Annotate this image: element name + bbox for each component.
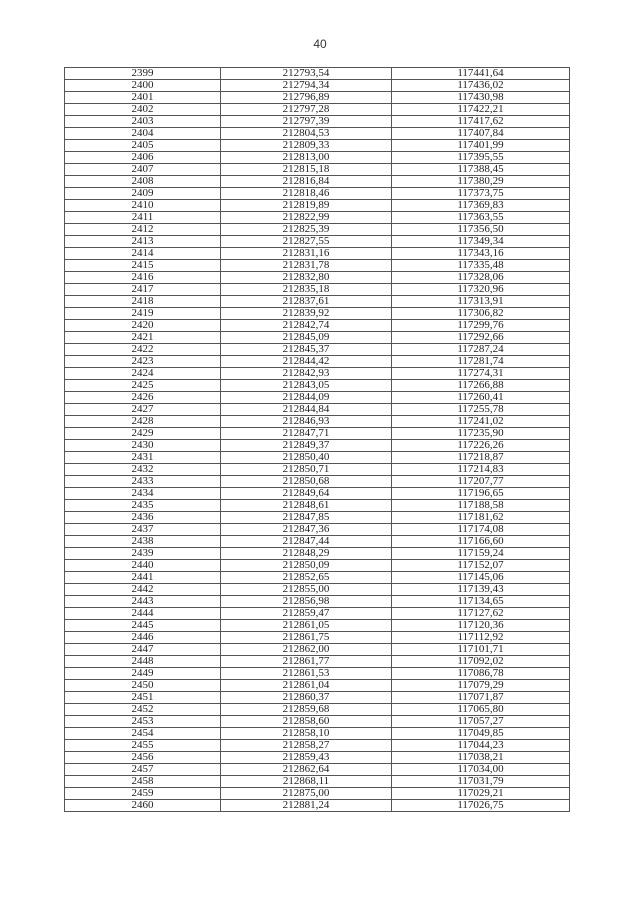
table-row bbox=[65, 344, 570, 356]
table-row bbox=[65, 80, 570, 92]
y-coordinate-cell: 117343,16 bbox=[392, 248, 570, 260]
table-row bbox=[65, 164, 570, 176]
y-coordinate-cell: 117281,74 bbox=[392, 356, 570, 368]
y-coordinate-cell: 117071,87 bbox=[392, 692, 570, 704]
table-row bbox=[65, 488, 570, 500]
table-row bbox=[65, 248, 570, 260]
table-row bbox=[65, 428, 570, 440]
x-coordinate-cell: 212815,18 bbox=[221, 164, 392, 176]
y-coordinate-cell: 117328,06 bbox=[392, 272, 570, 284]
point-number-cell: 2456 bbox=[65, 752, 221, 764]
table-row bbox=[65, 512, 570, 524]
x-coordinate-cell: 212875,00 bbox=[221, 788, 392, 800]
point-number-cell: 2419 bbox=[65, 308, 221, 320]
point-number-cell: 2408 bbox=[65, 176, 221, 188]
y-coordinate-cell: 117373,75 bbox=[392, 188, 570, 200]
point-number-cell: 2409 bbox=[65, 188, 221, 200]
table-row bbox=[65, 440, 570, 452]
table-row bbox=[65, 800, 570, 812]
table-row bbox=[65, 500, 570, 512]
table-row bbox=[65, 224, 570, 236]
y-coordinate-cell: 117287,24 bbox=[392, 344, 570, 356]
point-number-cell: 2421 bbox=[65, 332, 221, 344]
point-number-cell: 2440 bbox=[65, 560, 221, 572]
y-coordinate-cell: 117086,78 bbox=[392, 668, 570, 680]
table-row bbox=[65, 92, 570, 104]
point-number-cell: 2399 bbox=[65, 68, 221, 80]
point-number-cell: 2443 bbox=[65, 596, 221, 608]
x-coordinate-cell: 212827,55 bbox=[221, 236, 392, 248]
table-row bbox=[65, 584, 570, 596]
y-coordinate-cell: 117044,23 bbox=[392, 740, 570, 752]
x-coordinate-cell: 212848,61 bbox=[221, 500, 392, 512]
x-coordinate-cell: 212859,68 bbox=[221, 704, 392, 716]
table-row bbox=[65, 764, 570, 776]
x-coordinate-cell: 212837,61 bbox=[221, 296, 392, 308]
point-number-cell: 2455 bbox=[65, 740, 221, 752]
y-coordinate-cell: 117356,50 bbox=[392, 224, 570, 236]
x-coordinate-cell: 212832,80 bbox=[221, 272, 392, 284]
point-number-cell: 2441 bbox=[65, 572, 221, 584]
x-coordinate-cell: 212855,00 bbox=[221, 584, 392, 596]
point-number-cell: 2424 bbox=[65, 368, 221, 380]
x-coordinate-cell: 212850,09 bbox=[221, 560, 392, 572]
y-coordinate-cell: 117363,55 bbox=[392, 212, 570, 224]
x-coordinate-cell: 212858,27 bbox=[221, 740, 392, 752]
table-row bbox=[65, 548, 570, 560]
y-coordinate-cell: 117127,62 bbox=[392, 608, 570, 620]
x-coordinate-cell: 212848,29 bbox=[221, 548, 392, 560]
table-row bbox=[65, 176, 570, 188]
x-coordinate-cell: 212847,71 bbox=[221, 428, 392, 440]
point-number-cell: 2439 bbox=[65, 548, 221, 560]
y-coordinate-cell: 117388,45 bbox=[392, 164, 570, 176]
coordinates-table bbox=[64, 67, 570, 812]
x-coordinate-cell: 212843,05 bbox=[221, 380, 392, 392]
table-row bbox=[65, 416, 570, 428]
x-coordinate-cell: 212839,92 bbox=[221, 308, 392, 320]
y-coordinate-cell: 117029,21 bbox=[392, 788, 570, 800]
y-coordinate-cell: 117166,60 bbox=[392, 536, 570, 548]
x-coordinate-cell: 212846,93 bbox=[221, 416, 392, 428]
x-coordinate-cell: 212813,00 bbox=[221, 152, 392, 164]
y-coordinate-cell: 117034,00 bbox=[392, 764, 570, 776]
table-row bbox=[65, 392, 570, 404]
table-row bbox=[65, 692, 570, 704]
table-row bbox=[65, 560, 570, 572]
x-coordinate-cell: 212797,39 bbox=[221, 116, 392, 128]
x-coordinate-cell: 212849,37 bbox=[221, 440, 392, 452]
point-number-cell: 2406 bbox=[65, 152, 221, 164]
table-row bbox=[65, 272, 570, 284]
x-coordinate-cell: 212849,64 bbox=[221, 488, 392, 500]
point-number-cell: 2430 bbox=[65, 440, 221, 452]
point-number-cell: 2449 bbox=[65, 668, 221, 680]
y-coordinate-cell: 117196,65 bbox=[392, 488, 570, 500]
point-number-cell: 2446 bbox=[65, 632, 221, 644]
y-coordinate-cell: 117313,91 bbox=[392, 296, 570, 308]
x-coordinate-cell: 212825,39 bbox=[221, 224, 392, 236]
y-coordinate-cell: 117436,02 bbox=[392, 80, 570, 92]
y-coordinate-cell: 117349,34 bbox=[392, 236, 570, 248]
point-number-cell: 2436 bbox=[65, 512, 221, 524]
table-row bbox=[65, 296, 570, 308]
x-coordinate-cell: 212793,54 bbox=[221, 68, 392, 80]
point-number-cell: 2416 bbox=[65, 272, 221, 284]
table-row bbox=[65, 464, 570, 476]
x-coordinate-cell: 212852,65 bbox=[221, 572, 392, 584]
y-coordinate-cell: 117274,31 bbox=[392, 368, 570, 380]
x-coordinate-cell: 212861,53 bbox=[221, 668, 392, 680]
point-number-cell: 2442 bbox=[65, 584, 221, 596]
x-coordinate-cell: 212847,36 bbox=[221, 524, 392, 536]
point-number-cell: 2437 bbox=[65, 524, 221, 536]
point-number-cell: 2458 bbox=[65, 776, 221, 788]
y-coordinate-cell: 117145,06 bbox=[392, 572, 570, 584]
point-number-cell: 2418 bbox=[65, 296, 221, 308]
y-coordinate-cell: 117031,79 bbox=[392, 776, 570, 788]
x-coordinate-cell: 212859,47 bbox=[221, 608, 392, 620]
y-coordinate-cell: 117260,41 bbox=[392, 392, 570, 404]
point-number-cell: 2453 bbox=[65, 716, 221, 728]
point-number-cell: 2447 bbox=[65, 644, 221, 656]
x-coordinate-cell: 212862,00 bbox=[221, 644, 392, 656]
x-coordinate-cell: 212816,84 bbox=[221, 176, 392, 188]
y-coordinate-cell: 117395,55 bbox=[392, 152, 570, 164]
x-coordinate-cell: 212818,46 bbox=[221, 188, 392, 200]
x-coordinate-cell: 212859,43 bbox=[221, 752, 392, 764]
table-row bbox=[65, 452, 570, 464]
x-coordinate-cell: 212847,44 bbox=[221, 536, 392, 548]
point-number-cell: 2415 bbox=[65, 260, 221, 272]
y-coordinate-cell: 117335,48 bbox=[392, 260, 570, 272]
table-row bbox=[65, 740, 570, 752]
table-row bbox=[65, 212, 570, 224]
point-number-cell: 2400 bbox=[65, 80, 221, 92]
point-number-cell: 2407 bbox=[65, 164, 221, 176]
y-coordinate-cell: 117417,62 bbox=[392, 116, 570, 128]
table-row bbox=[65, 284, 570, 296]
x-coordinate-cell: 212844,09 bbox=[221, 392, 392, 404]
y-coordinate-cell: 117174,08 bbox=[392, 524, 570, 536]
point-number-cell: 2402 bbox=[65, 104, 221, 116]
x-coordinate-cell: 212804,53 bbox=[221, 128, 392, 140]
table-row bbox=[65, 596, 570, 608]
x-coordinate-cell: 212850,68 bbox=[221, 476, 392, 488]
x-coordinate-cell: 212797,28 bbox=[221, 104, 392, 116]
table-row bbox=[65, 332, 570, 344]
point-number-cell: 2460 bbox=[65, 800, 221, 812]
x-coordinate-cell: 212831,78 bbox=[221, 260, 392, 272]
point-number-cell: 2452 bbox=[65, 704, 221, 716]
x-coordinate-cell: 212858,60 bbox=[221, 716, 392, 728]
point-number-cell: 2457 bbox=[65, 764, 221, 776]
table-row bbox=[65, 620, 570, 632]
x-coordinate-cell: 212844,84 bbox=[221, 404, 392, 416]
y-coordinate-cell: 117266,88 bbox=[392, 380, 570, 392]
y-coordinate-cell: 117038,21 bbox=[392, 752, 570, 764]
point-number-cell: 2448 bbox=[65, 656, 221, 668]
y-coordinate-cell: 117422,21 bbox=[392, 104, 570, 116]
x-coordinate-cell: 212845,09 bbox=[221, 332, 392, 344]
table-row bbox=[65, 656, 570, 668]
point-number-cell: 2411 bbox=[65, 212, 221, 224]
point-number-cell: 2431 bbox=[65, 452, 221, 464]
table-row bbox=[65, 68, 570, 80]
table-row bbox=[65, 752, 570, 764]
y-coordinate-cell: 117407,84 bbox=[392, 128, 570, 140]
point-number-cell: 2404 bbox=[65, 128, 221, 140]
page-number: 40 bbox=[313, 37, 327, 51]
coordinates-table-body bbox=[65, 68, 570, 812]
point-number-cell: 2445 bbox=[65, 620, 221, 632]
table-row bbox=[65, 236, 570, 248]
y-coordinate-cell: 117026,75 bbox=[392, 800, 570, 812]
point-number-cell: 2444 bbox=[65, 608, 221, 620]
y-coordinate-cell: 117101,71 bbox=[392, 644, 570, 656]
table-row bbox=[65, 356, 570, 368]
y-coordinate-cell: 117369,83 bbox=[392, 200, 570, 212]
x-coordinate-cell: 212850,71 bbox=[221, 464, 392, 476]
x-coordinate-cell: 212842,74 bbox=[221, 320, 392, 332]
x-coordinate-cell: 212881,24 bbox=[221, 800, 392, 812]
y-coordinate-cell: 117441,64 bbox=[392, 68, 570, 80]
y-coordinate-cell: 117188,58 bbox=[392, 500, 570, 512]
y-coordinate-cell: 117092,02 bbox=[392, 656, 570, 668]
table-row bbox=[65, 608, 570, 620]
table-row bbox=[65, 476, 570, 488]
table-row bbox=[65, 788, 570, 800]
point-number-cell: 2428 bbox=[65, 416, 221, 428]
table-row bbox=[65, 104, 570, 116]
point-number-cell: 2413 bbox=[65, 236, 221, 248]
table-row bbox=[65, 644, 570, 656]
table-row bbox=[65, 200, 570, 212]
y-coordinate-cell: 117134,65 bbox=[392, 596, 570, 608]
x-coordinate-cell: 212861,04 bbox=[221, 680, 392, 692]
table-row bbox=[65, 188, 570, 200]
y-coordinate-cell: 117235,90 bbox=[392, 428, 570, 440]
y-coordinate-cell: 117226,26 bbox=[392, 440, 570, 452]
table-row bbox=[65, 632, 570, 644]
x-coordinate-cell: 212844,42 bbox=[221, 356, 392, 368]
table-row bbox=[65, 368, 570, 380]
y-coordinate-cell: 117306,82 bbox=[392, 308, 570, 320]
table-row bbox=[65, 152, 570, 164]
y-coordinate-cell: 117218,87 bbox=[392, 452, 570, 464]
x-coordinate-cell: 212842,93 bbox=[221, 368, 392, 380]
x-coordinate-cell: 212868,11 bbox=[221, 776, 392, 788]
point-number-cell: 2417 bbox=[65, 284, 221, 296]
table-row bbox=[65, 680, 570, 692]
y-coordinate-cell: 117065,80 bbox=[392, 704, 570, 716]
point-number-cell: 2422 bbox=[65, 344, 221, 356]
table-row bbox=[65, 704, 570, 716]
x-coordinate-cell: 212809,33 bbox=[221, 140, 392, 152]
x-coordinate-cell: 212835,18 bbox=[221, 284, 392, 296]
x-coordinate-cell: 212796,89 bbox=[221, 92, 392, 104]
y-coordinate-cell: 117241,02 bbox=[392, 416, 570, 428]
x-coordinate-cell: 212856,98 bbox=[221, 596, 392, 608]
table-row bbox=[65, 776, 570, 788]
table-row bbox=[65, 260, 570, 272]
table-row bbox=[65, 320, 570, 332]
y-coordinate-cell: 117181,62 bbox=[392, 512, 570, 524]
point-number-cell: 2429 bbox=[65, 428, 221, 440]
point-number-cell: 2414 bbox=[65, 248, 221, 260]
x-coordinate-cell: 212847,85 bbox=[221, 512, 392, 524]
x-coordinate-cell: 212850,40 bbox=[221, 452, 392, 464]
x-coordinate-cell: 212862,64 bbox=[221, 764, 392, 776]
table-row bbox=[65, 140, 570, 152]
table-row bbox=[65, 116, 570, 128]
y-coordinate-cell: 117120,36 bbox=[392, 620, 570, 632]
y-coordinate-cell: 117299,76 bbox=[392, 320, 570, 332]
y-coordinate-cell: 117049,85 bbox=[392, 728, 570, 740]
table-row bbox=[65, 128, 570, 140]
table-row bbox=[65, 572, 570, 584]
y-coordinate-cell: 117152,07 bbox=[392, 560, 570, 572]
table-row bbox=[65, 728, 570, 740]
point-number-cell: 2410 bbox=[65, 200, 221, 212]
x-coordinate-cell: 212861,05 bbox=[221, 620, 392, 632]
x-coordinate-cell: 212831,16 bbox=[221, 248, 392, 260]
y-coordinate-cell: 117401,99 bbox=[392, 140, 570, 152]
y-coordinate-cell: 117112,92 bbox=[392, 632, 570, 644]
table-row bbox=[65, 308, 570, 320]
point-number-cell: 2425 bbox=[65, 380, 221, 392]
table-row bbox=[65, 524, 570, 536]
point-number-cell: 2438 bbox=[65, 536, 221, 548]
x-coordinate-cell: 212861,77 bbox=[221, 656, 392, 668]
point-number-cell: 2459 bbox=[65, 788, 221, 800]
y-coordinate-cell: 117159,24 bbox=[392, 548, 570, 560]
x-coordinate-cell: 212794,34 bbox=[221, 80, 392, 92]
point-number-cell: 2420 bbox=[65, 320, 221, 332]
y-coordinate-cell: 117207,77 bbox=[392, 476, 570, 488]
table-row bbox=[65, 536, 570, 548]
point-number-cell: 2401 bbox=[65, 92, 221, 104]
point-number-cell: 2412 bbox=[65, 224, 221, 236]
table-row bbox=[65, 380, 570, 392]
point-number-cell: 2454 bbox=[65, 728, 221, 740]
table-row bbox=[65, 404, 570, 416]
x-coordinate-cell: 212861,75 bbox=[221, 632, 392, 644]
point-number-cell: 2434 bbox=[65, 488, 221, 500]
y-coordinate-cell: 117380,29 bbox=[392, 176, 570, 188]
point-number-cell: 2432 bbox=[65, 464, 221, 476]
y-coordinate-cell: 117214,83 bbox=[392, 464, 570, 476]
point-number-cell: 2451 bbox=[65, 692, 221, 704]
point-number-cell: 2423 bbox=[65, 356, 221, 368]
y-coordinate-cell: 117079,29 bbox=[392, 680, 570, 692]
point-number-cell: 2427 bbox=[65, 404, 221, 416]
point-number-cell: 2426 bbox=[65, 392, 221, 404]
table-row bbox=[65, 716, 570, 728]
y-coordinate-cell: 117139,43 bbox=[392, 584, 570, 596]
point-number-cell: 2433 bbox=[65, 476, 221, 488]
y-coordinate-cell: 117292,66 bbox=[392, 332, 570, 344]
point-number-cell: 2450 bbox=[65, 680, 221, 692]
point-number-cell: 2403 bbox=[65, 116, 221, 128]
x-coordinate-cell: 212858,10 bbox=[221, 728, 392, 740]
x-coordinate-cell: 212860,37 bbox=[221, 692, 392, 704]
x-coordinate-cell: 212819,89 bbox=[221, 200, 392, 212]
y-coordinate-cell: 117255,78 bbox=[392, 404, 570, 416]
y-coordinate-cell: 117430,98 bbox=[392, 92, 570, 104]
x-coordinate-cell: 212822,99 bbox=[221, 212, 392, 224]
x-coordinate-cell: 212845,37 bbox=[221, 344, 392, 356]
point-number-cell: 2435 bbox=[65, 500, 221, 512]
point-number-cell: 2405 bbox=[65, 140, 221, 152]
table-row bbox=[65, 668, 570, 680]
y-coordinate-cell: 117320,96 bbox=[392, 284, 570, 296]
y-coordinate-cell: 117057,27 bbox=[392, 716, 570, 728]
